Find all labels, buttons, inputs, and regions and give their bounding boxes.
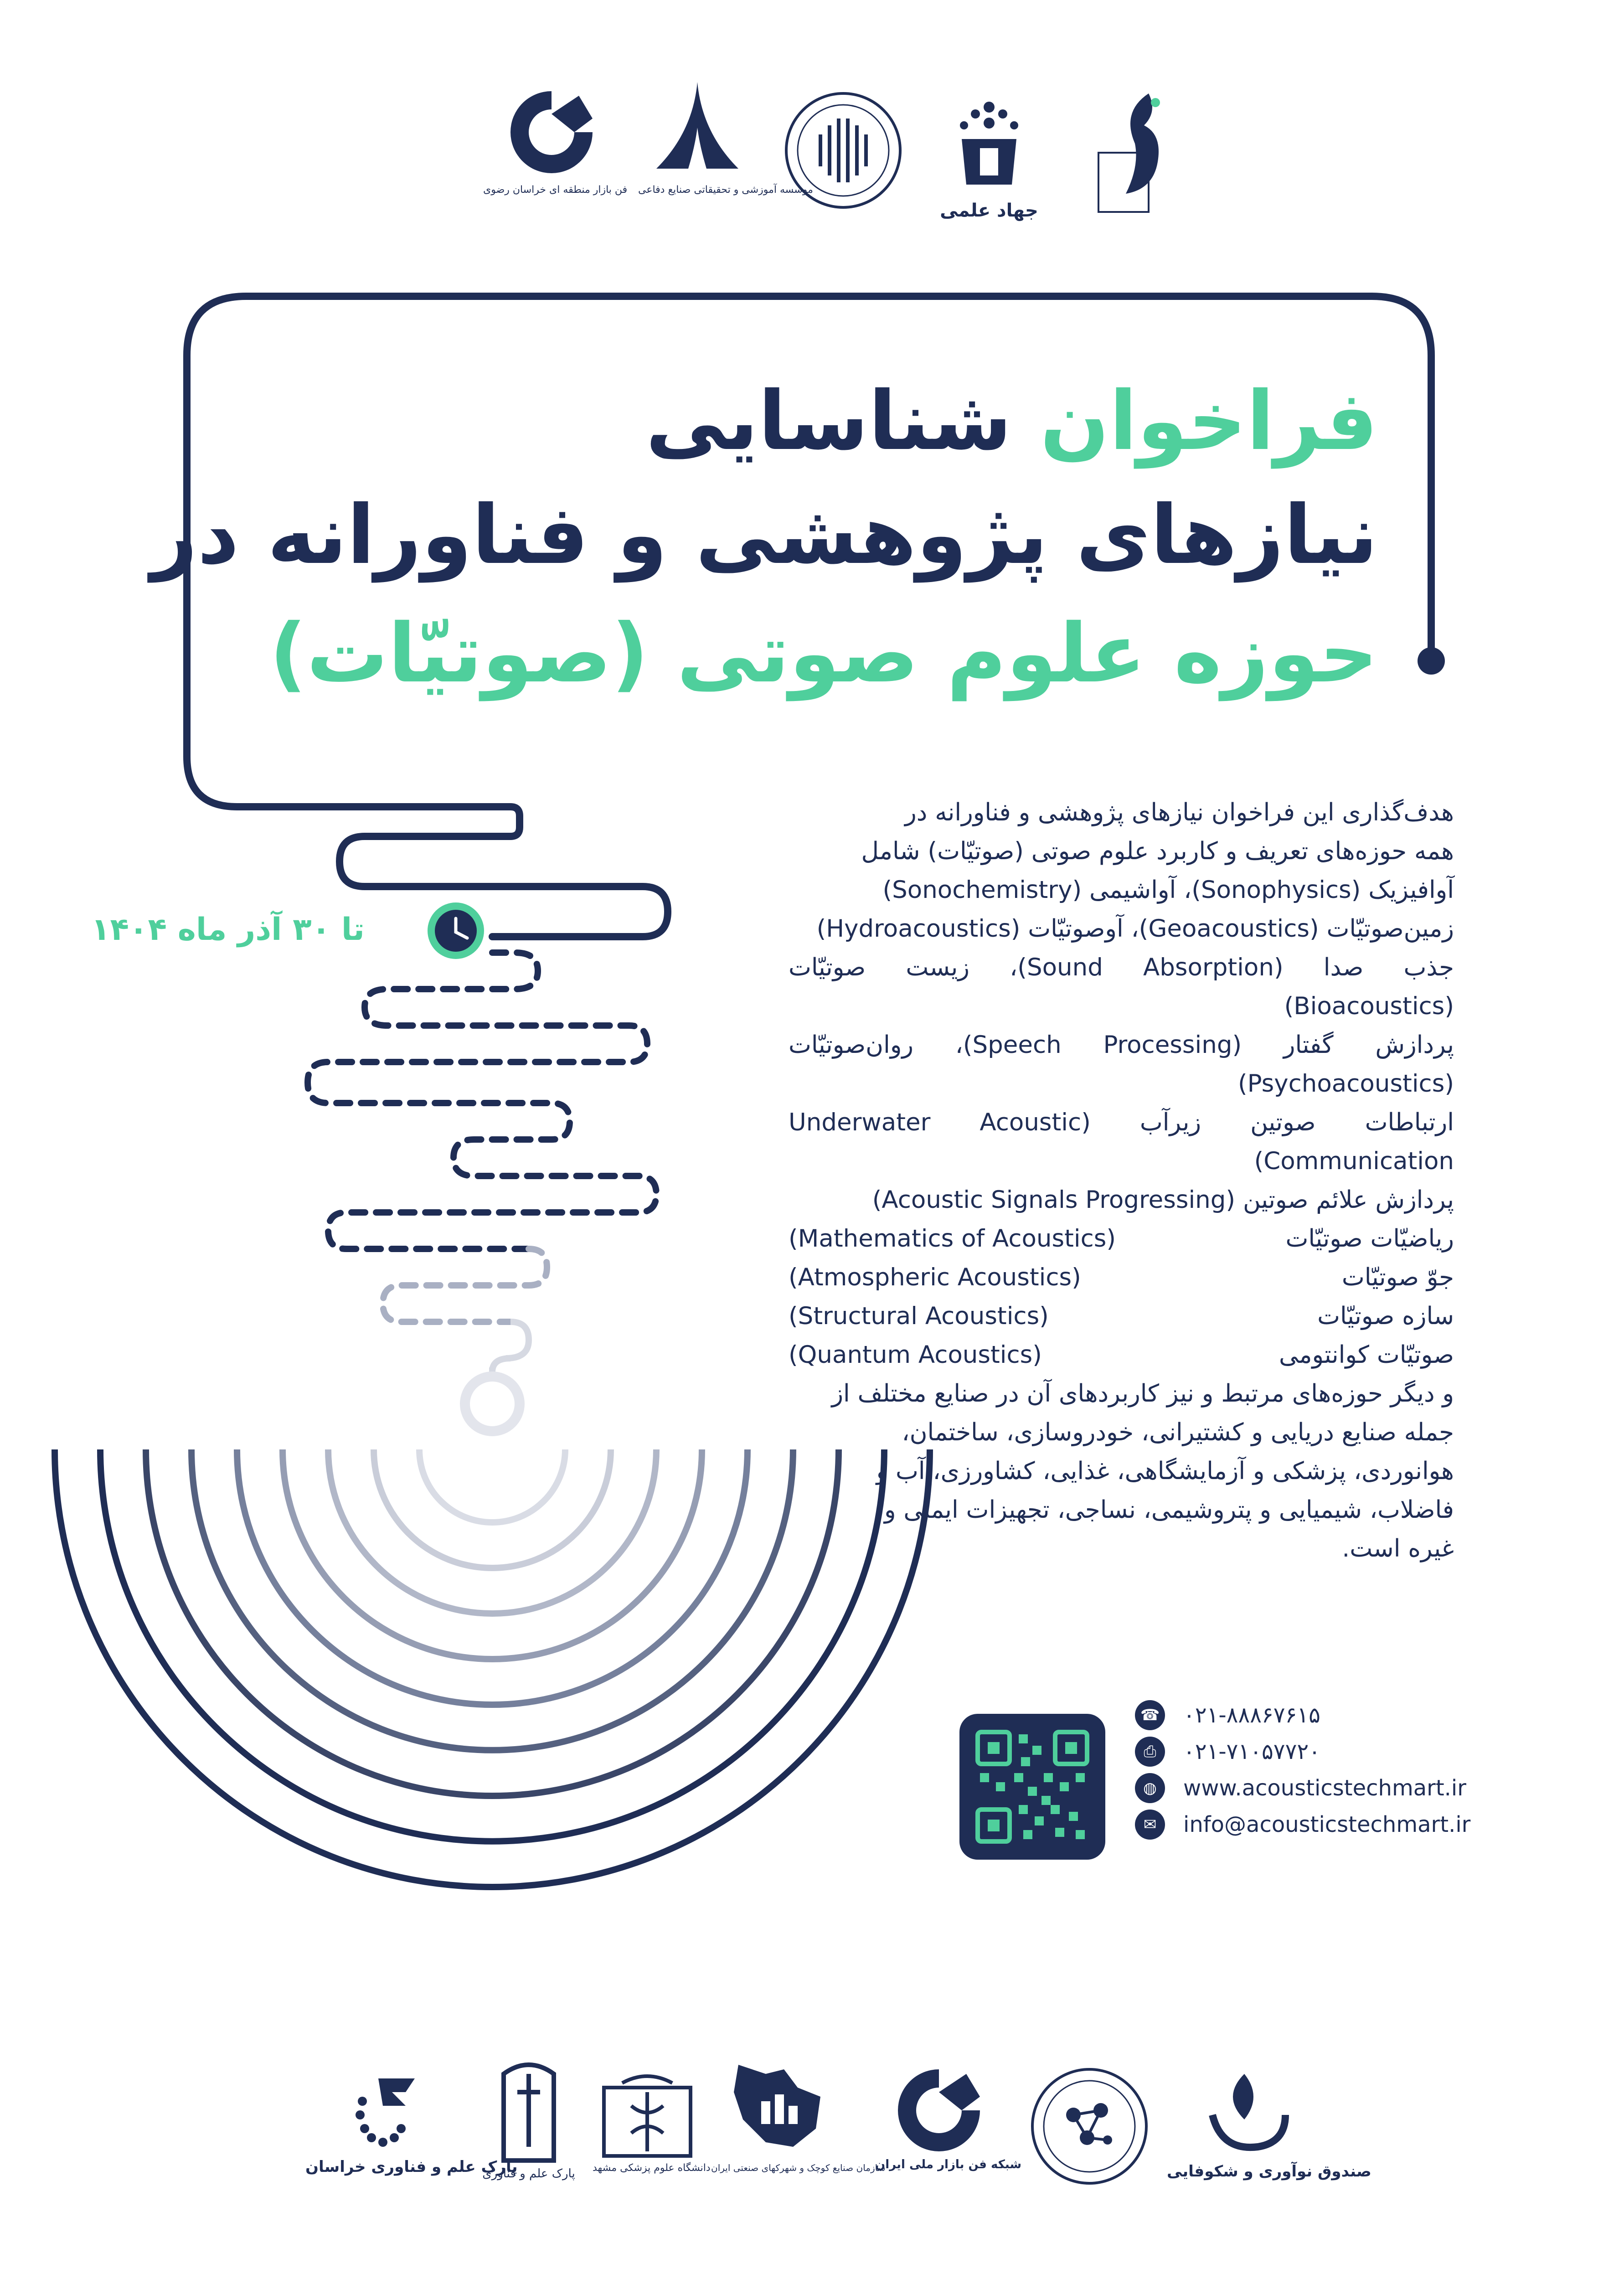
logo-caption: موسسه آموزشی و تحقیقاتی صنایع دفاعی — [638, 184, 813, 196]
qr-code[interactable] — [959, 1714, 1105, 1860]
khorasan-tech-park-logo — [483, 87, 628, 196]
mashhad-medical-university-logo — [593, 2069, 711, 2174]
contact-phone[interactable] — [1135, 1700, 1320, 1730]
industrial-towns-logo — [711, 2056, 886, 2173]
logo-caption: دانشگاه علوم پزشکی مشهد — [593, 2162, 711, 2174]
field-en: (Mathematics of Acoustics) — [789, 1225, 1116, 1253]
logo-caption: فن بازار منطقه ای خراسان رضوی — [483, 184, 628, 196]
fanbazar-iran-logo — [875, 2065, 1022, 2171]
description-line: جمله صنایع دریایی و کشتیرانی، خودروسازی، ساختمان، — [902, 1418, 1454, 1446]
description-line: غیره است. — [1342, 1535, 1454, 1562]
title-word-call: فراخوان — [1040, 374, 1378, 468]
contact-email[interactable] — [1135, 1810, 1470, 1840]
khorasan-science-park-logo — [305, 2065, 518, 2176]
parvaz-logo — [1076, 84, 1185, 223]
research-institute-logo — [638, 77, 813, 196]
deadline-text: تا ۳۰ آذر ماه ۱۴۰۴ — [91, 912, 365, 948]
mail-icon: ✉ — [1135, 1810, 1165, 1840]
description-line: هوانوردی، پزشکی و آزمایشگاهی، غذایی، کشاورزی، آب و — [876, 1457, 1454, 1485]
fax-icon: ⎙ — [1135, 1737, 1165, 1767]
field-fa: صوتیّات کوانتومی — [1279, 1341, 1454, 1369]
fax-number: ۰۲۱-۷۱۰۵۷۷۲۰ — [1183, 1739, 1320, 1764]
field-pair — [789, 1258, 1454, 1297]
innovation-fund-logo — [1167, 2060, 1371, 2181]
globe-icon: ◍ — [1135, 1773, 1165, 1803]
jahad-daneshgahi-logo — [939, 89, 1039, 221]
qr-code-graphic — [959, 1714, 1105, 1860]
title-line-3: حوزه علوم صوتی (صوتیّات) — [269, 606, 1378, 701]
logo-caption: سازمان صنایع کوچک و شهرکهای صنعتی ایران — [711, 2162, 886, 2173]
field-pair — [789, 1219, 1454, 1258]
field-item: آوافیزیک (Sonophysics)، آواشیمی (Sonochemistry) — [882, 876, 1454, 904]
phone-number: ۰۲۱-۸۸۸۶۷۶۱۵ — [1183, 1702, 1320, 1728]
wave-end-circle — [465, 1377, 520, 1431]
field-item: پردازش گفتار (Speech Processing)، روان‌صوتیّات (Psychoacoustics) — [789, 1031, 1454, 1098]
logo-caption: جهاد علمی — [940, 200, 1038, 221]
field-fa: جوّ صوتیّات — [1341, 1263, 1454, 1291]
field-fa: ریاضیّات صوتیّات — [1285, 1225, 1454, 1253]
logo-caption: صندوق نوآوری و شکوفایی — [1167, 2162, 1371, 2181]
field-en: (Atmospheric Acoustics) — [789, 1263, 1081, 1291]
description-line: همه حوزه‌های تعریف و کاربرد علوم صوتی (صوتیّات) شامل — [861, 837, 1454, 865]
email-link[interactable]: info@acousticstechmart.ir — [1183, 1812, 1471, 1837]
logo-caption: شبکه فن بازار ملی ایران — [875, 2158, 1022, 2171]
field-en: (Quantum Acoustics) — [789, 1341, 1042, 1369]
description-line: و دیگر حوزه‌های مرتبط و نیز کاربردهای آن در صنایع مختلف از — [831, 1380, 1454, 1408]
frame-end-dot — [1418, 647, 1445, 675]
description-line: فاضلاب، شیمیایی و پتروشیمی، نساجی، تجهیزات ایمنی و — [884, 1496, 1454, 1524]
website-link[interactable]: www.acousticstechmart.ir — [1183, 1775, 1466, 1801]
description-line: هدف‌گذاری این فراخوان نیازهای پژوهشی و فناورانه در — [905, 799, 1454, 826]
title-word-identification: شناسایی — [645, 374, 1012, 468]
field-en: (Structural Acoustics) — [789, 1302, 1049, 1330]
title-line-2: نیازهای پژوهشی و فناورانه در — [150, 488, 1378, 582]
field-pair — [789, 1335, 1454, 1374]
contact-fax[interactable] — [1135, 1737, 1320, 1767]
contact-website[interactable] — [1135, 1773, 1466, 1803]
field-item: جذب صدا (Sound Absorption)، زیست صوتیّات (Bioacoustics) — [789, 954, 1454, 1020]
field-item: ارتباطات صوتین زیرآب (Underwater Acoustic Communication) — [789, 1109, 1454, 1175]
logo-caption: پارک علم و فناوری خراسان — [305, 2158, 518, 2176]
title-line-1 — [646, 374, 1378, 468]
mashhad-science-park-logo — [1021, 2065, 1158, 2190]
field-item: زمین‌صوتیّات (Geoacoustics)، آوصوتیّات (Hydroacoustics) — [816, 915, 1454, 943]
field-item: پردازش علائم صوتین (Acoustic Signals Progressing) — [872, 1186, 1454, 1214]
field-fa: سازه صوتیّات — [1317, 1302, 1454, 1330]
field-pair — [789, 1297, 1454, 1335]
logo-caption: پارک علم و فناوری — [482, 2167, 575, 2181]
phone-icon: ☎ — [1135, 1700, 1165, 1730]
description-block — [789, 793, 1454, 1568]
